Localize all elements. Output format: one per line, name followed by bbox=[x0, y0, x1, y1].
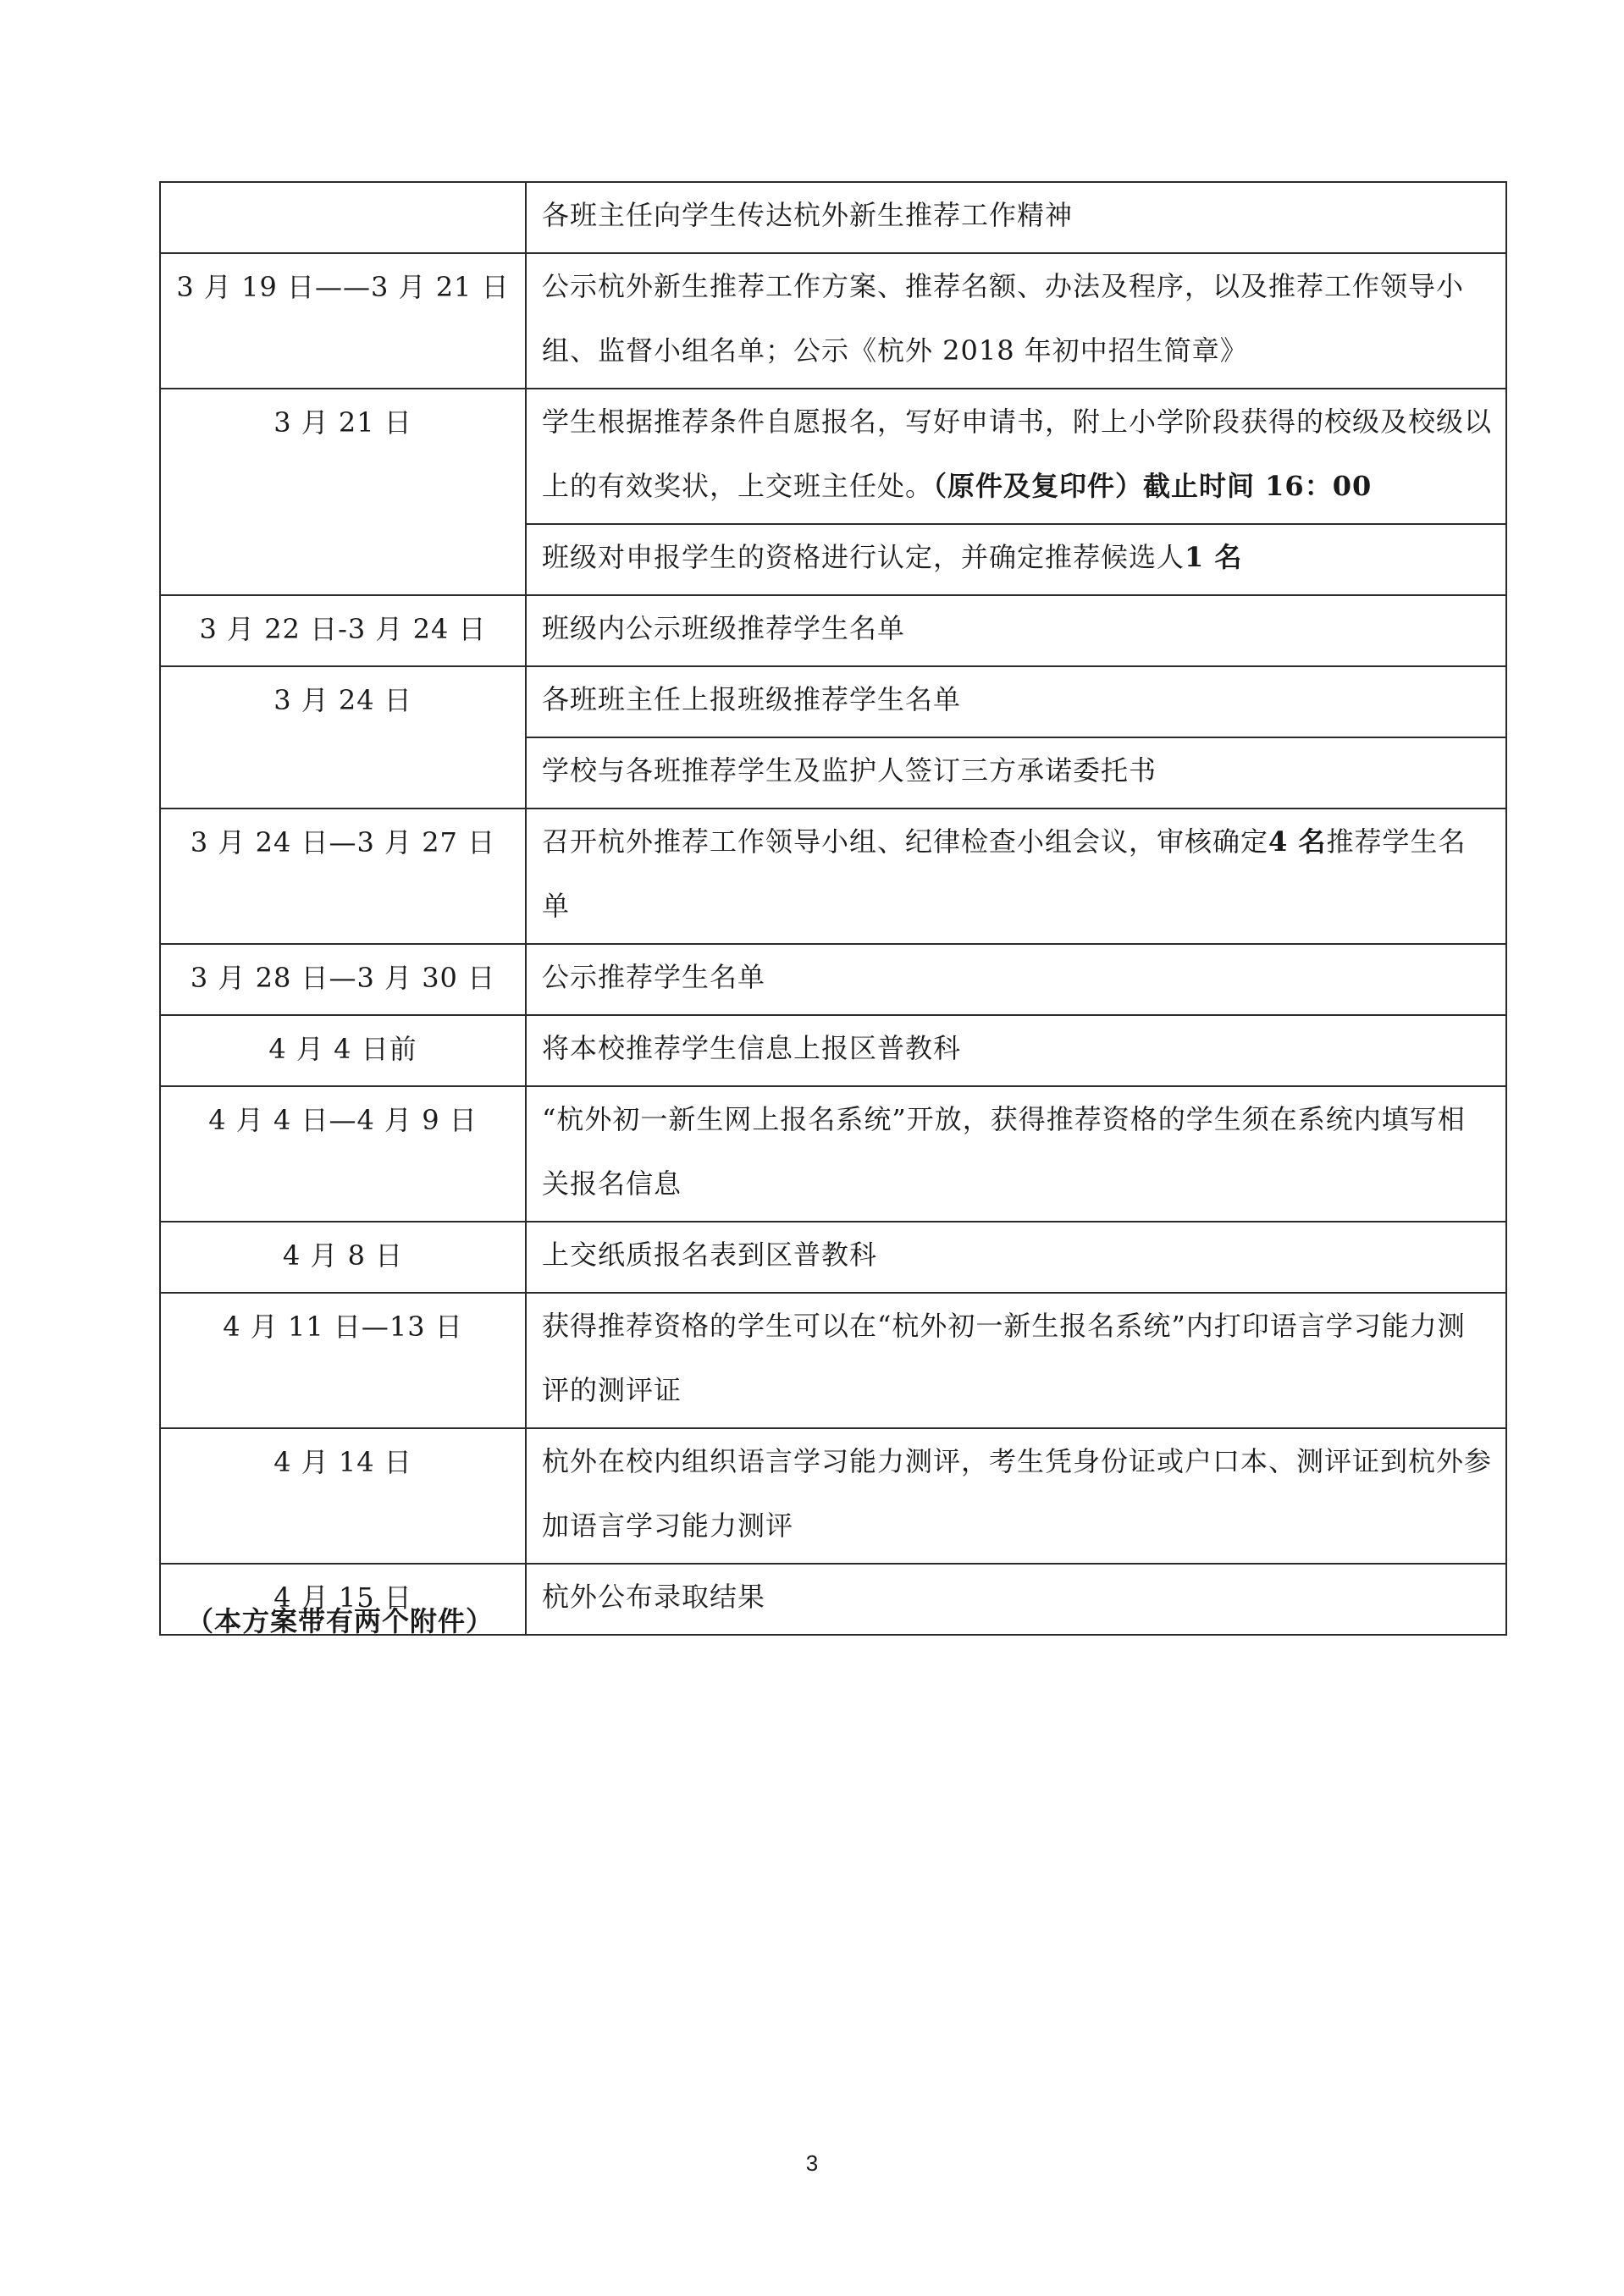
date-cell: 3 月 22 日-3 月 24 日 bbox=[160, 595, 526, 666]
desc-text bbox=[542, 525, 1492, 589]
table-row bbox=[160, 1222, 1506, 1293]
schedule-table bbox=[159, 181, 1507, 1636]
table-row bbox=[160, 595, 1506, 666]
desc-text: 公示杭外新生推荐工作方案、推荐名额、办法及程序，以及推荐工作领导小组、监督小组名单；公示《杭外 2018 年初中招生简章》 bbox=[542, 270, 1465, 367]
table-row bbox=[160, 1428, 1506, 1564]
date-cell: 4 月 14 日 bbox=[160, 1428, 526, 1564]
date-cell: 4 月 4 日—4 月 9 日 bbox=[160, 1086, 526, 1222]
desc-text: 学校与各班推荐学生及监护人签订三方承诺委托书 bbox=[542, 754, 1157, 786]
desc-text: 杭外公布录取结果 bbox=[542, 1581, 766, 1613]
table-row bbox=[160, 182, 1506, 253]
table-row bbox=[160, 1293, 1506, 1428]
desc-cell bbox=[526, 1015, 1506, 1086]
date-cell: 4 月 4 日前 bbox=[160, 1015, 526, 1086]
desc-cell bbox=[526, 1428, 1506, 1564]
desc-cell bbox=[526, 524, 1506, 595]
desc-cell bbox=[526, 389, 1506, 524]
desc-text-bold: （原件及复印件）截止时间 16：00 bbox=[933, 470, 1373, 502]
desc-cell bbox=[526, 1564, 1506, 1635]
desc-text: 上交纸质报名表到区普教科 bbox=[542, 1239, 878, 1271]
desc-cell bbox=[526, 595, 1506, 666]
table-row bbox=[160, 944, 1506, 1015]
table-row bbox=[160, 666, 1506, 737]
desc-cell bbox=[526, 809, 1506, 944]
desc-text bbox=[542, 389, 1492, 518]
desc-text-bold: 4 名 bbox=[1268, 825, 1327, 858]
desc-text-part: 召开杭外推荐工作领导小组、纪律检查小组会议，审核确定 bbox=[542, 825, 1269, 858]
date-cell bbox=[160, 182, 526, 253]
desc-cell bbox=[526, 1293, 1506, 1428]
date-cell: 3 月 24 日 bbox=[160, 666, 526, 809]
desc-text: 获得推荐资格的学生可以在“杭外初一新生报名系统”内打印语言学习能力测评的测评证 bbox=[542, 1310, 1466, 1406]
table-row bbox=[160, 1086, 1506, 1222]
desc-text: 杭外在校内组织语言学习能力测评，考生凭身份证或户口本、测评证到杭外参加语言学习能力测评 bbox=[542, 1445, 1493, 1542]
desc-text: “杭外初一新生网上报名系统”开放，获得推荐资格的学生须在系统内填写相关报名信息 bbox=[542, 1103, 1466, 1200]
table-row bbox=[160, 809, 1506, 944]
desc-text: 将本校推荐学生信息上报区普教科 bbox=[542, 1032, 962, 1064]
desc-text: 公示推荐学生名单 bbox=[542, 961, 766, 993]
desc-text: 各班主任向学生传达杭外新生推荐工作精神 bbox=[542, 199, 1074, 231]
desc-text: 各班班主任上报班级推荐学生名单 bbox=[542, 683, 962, 715]
table-row bbox=[160, 1015, 1506, 1086]
desc-text-part: 班级对申报学生的资格进行认定，并确定推荐候选人 bbox=[542, 541, 1185, 573]
date-cell: 3 月 24 日—3 月 27 日 bbox=[160, 809, 526, 944]
page-number: 3 bbox=[805, 2150, 819, 2176]
desc-text-part: 推荐学生名单 bbox=[542, 825, 1467, 922]
table-row bbox=[160, 389, 1506, 524]
desc-cell bbox=[526, 666, 1506, 737]
desc-cell bbox=[526, 944, 1506, 1015]
desc-text-bold: 1 名 bbox=[1185, 541, 1243, 573]
date-cell: 4 月 15 日 bbox=[160, 1564, 526, 1635]
date-cell: 3 月 19 日——3 月 21 日 bbox=[160, 253, 526, 389]
desc-text: 班级内公示班级推荐学生名单 bbox=[542, 612, 906, 644]
date-cell: 3 月 28 日—3 月 30 日 bbox=[160, 944, 526, 1015]
desc-cell bbox=[526, 182, 1506, 253]
desc-cell bbox=[526, 737, 1506, 809]
date-cell: 4 月 11 日—13 日 bbox=[160, 1293, 526, 1428]
date-cell: 3 月 21 日 bbox=[160, 389, 526, 595]
attachment-note: （本方案带有两个附件） bbox=[186, 1605, 494, 1637]
desc-text-part: 学生根据推荐条件自愿报名，写好申请书，附上小学阶段获得的校级及校级以上的有效奖状，上交班主任处。 bbox=[542, 406, 1493, 502]
desc-text bbox=[542, 809, 1492, 938]
desc-cell bbox=[526, 1086, 1506, 1222]
date-cell: 4 月 8 日 bbox=[160, 1222, 526, 1293]
desc-cell bbox=[526, 1222, 1506, 1293]
desc-cell bbox=[526, 253, 1506, 389]
table-row bbox=[160, 253, 1506, 389]
